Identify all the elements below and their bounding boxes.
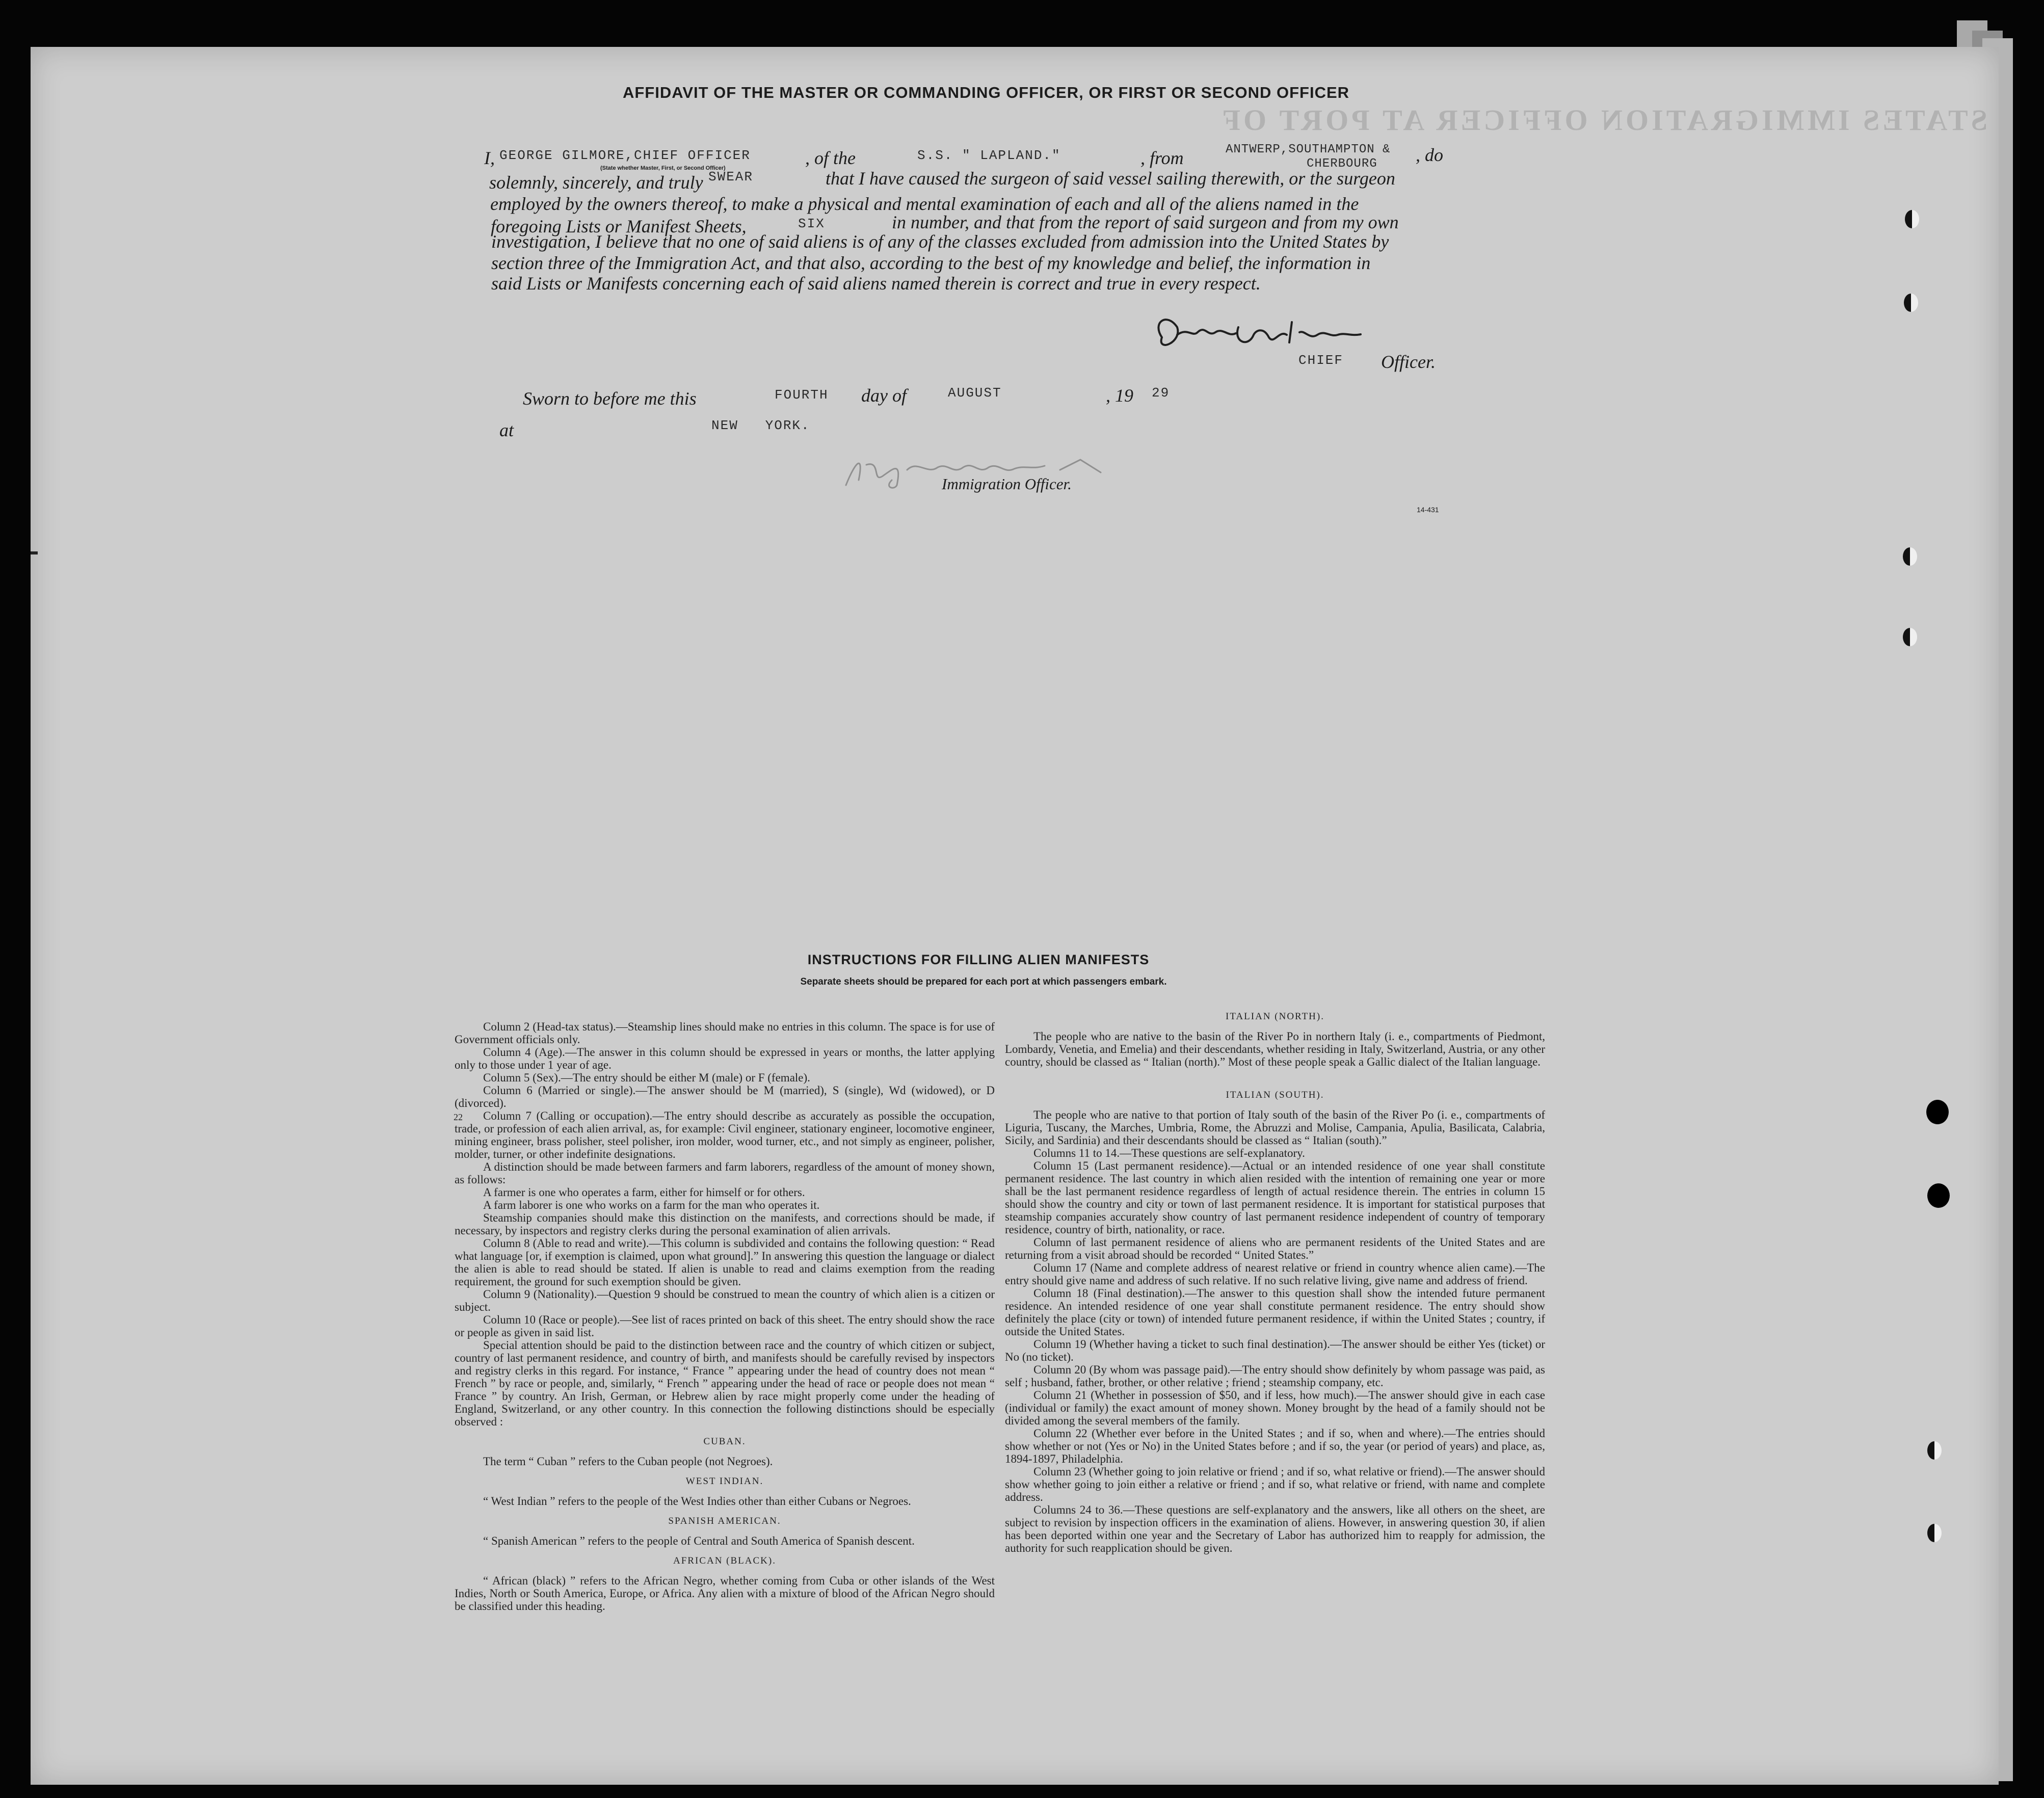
instr-left-p4: Column 6 (Married or single).—The answer should be M (married), S (single), Wd (widowed), or D (divorced). <box>455 1084 995 1109</box>
sworn-label: Sworn to before me this <box>523 388 697 409</box>
instr-left-p12: Column 10 (Race or people).—See list of races printed on back of this sheet. The entry should show the race or people as given in said list. <box>455 1313 995 1339</box>
instr-left-p1: Column 2 (Head-tax status).—Steamship lines should make no entries in this column. The space is for use of Government officials only. <box>455 1020 995 1046</box>
affidavit-line-6: section three of the Immigration Act, and that also, according to the best of my knowledge and belief, the information in <box>491 253 1371 273</box>
year-prefix: , 19 <box>1106 385 1133 406</box>
instr-right-p10: Column 23 (Whether going to join relative or friend ; and if so, what relative or friend).—The answer should show whether going to join either a relative or friend ; and if so, what relative or friend, with name and complete address. <box>1005 1465 1545 1503</box>
affidavit-line-4-end: in number, and that from the report of said surgeon and from my own <box>892 212 1399 232</box>
vessel-name: S.S. " LAPLAND." <box>917 148 1061 163</box>
instr-left-p5: Column 7 (Calling or occupation).—The entry should describe as accurately as possible the occupation, trade, or profession of each alien arrival, as, for example: Civil engineer, stationary engineer, locomotive engineer, mining engineer, brass polisher, steel polisher, iron molder, wood turner, etc., and not simply as engineer, polisher, molder, turner, or other indefinite designations. <box>455 1109 995 1160</box>
oath-word: SWEAR <box>708 169 754 184</box>
immigration-officer-label: Immigration Officer. <box>942 475 1072 493</box>
instr-right-p7: Column 20 (By whom was passage paid).—The entry should show definitely by whom passage was paid, as self ; husband, father, brother, or other relative ; friend ; steamship company, etc. <box>1005 1363 1545 1389</box>
month-value: AUGUST <box>948 385 1002 401</box>
margin-mark: 22 <box>454 1112 463 1122</box>
affidavit-line-7: said Lists or Manifests concerning each of said aliens named therein is correct and true in every respect. <box>491 273 1261 294</box>
officer-state-note: (State whether Master, First, or Second Officer) <box>600 165 726 171</box>
instr-cuban: The term “ Cuban ” refers to the Cuban people (not Negroes). <box>483 1455 773 1468</box>
officer-rank: CHIEF <box>1298 353 1344 368</box>
instr-left-p6: A distinction should be made between farmers and farm laborers, regardless of the amount of money shown, as follows: <box>455 1160 995 1186</box>
instr-right-p9: Column 22 (Whether ever before in the United States ; and if so, when and where).—The entries should show whether or not (Yes or No) in the United States before ; and if so, the year (or period of years) and place, as, 1894-1897, Philadelphia. <box>1005 1427 1545 1465</box>
affidavit-heading: AFFIDAVIT OF THE MASTER OR COMMANDING OFFICER, OR FIRST OR SECOND OFFICER <box>622 84 1350 101</box>
instructions-left-column <box>455 1020 995 1612</box>
form-number: 14-431 <box>1417 506 1439 514</box>
instr-left-p9: Steamship companies should make this distinction on the manifests, and corrections should be made, if necessary, by inspectors and registry clerks during the personal examination of alien arrivals. <box>455 1211 995 1237</box>
heading-italian-north: ITALIAN (NORTH). <box>1226 1011 1324 1022</box>
affidavit-line-4-start: foregoing Lists or Manifest Sheets, <box>491 216 747 236</box>
instr-right-p8: Column 21 (Whether in possession of $50, and if less, how much).—The answer should give in each case (individual or family) the exact amount of money shown. Money brought by the head of a family should not be divided among the several members of the family. <box>1005 1389 1545 1427</box>
instr-spanish-american: “ Spanish American ” refers to the people of Central and South America of Spanish descent. <box>483 1535 915 1547</box>
affidavit-line-2-end: that I have caused the surgeon of said vessel sailing therewith, or the surgeon <box>826 168 1395 189</box>
binder-hole-2 <box>1904 294 1918 312</box>
day-value: FOURTH <box>775 387 829 403</box>
ports-line-1: ANTWERP,SOUTHAMPTON & <box>1226 143 1391 156</box>
binder-hole-6 <box>1927 1183 1950 1208</box>
instr-left-p8: A farm laborer is one who works on a farm for the man who operates it. <box>483 1199 820 1211</box>
sheet-count: SIX <box>798 216 825 231</box>
instr-italian-south: The people who are native to that portion of Italy south of the basin of the River Po (i. e., compartments of Liguria, Tuscany, the Marches, Umbria, Rome, the Abruzzi and Molise, Campania, Apulia, Basilicata, Calabria, Sicily, and Sardinia) and their descendants should be classed as “ Italian (south).” <box>1005 1108 1545 1147</box>
heading-spanish-american: SPANISH AMERICAN. <box>668 1516 781 1526</box>
heading-italian-south: ITALIAN (SOUTH). <box>1226 1090 1324 1100</box>
affidavit-line-2-start: solemnly, sincerely, and truly <box>489 172 703 193</box>
bleed-through-text: STATES IMMIGRATION OFFICER AT PORT OF <box>1219 103 1987 137</box>
instructions-title: INSTRUCTIONS FOR FILLING ALIEN MANIFESTS <box>807 952 1150 967</box>
heading-african: AFRICAN (BLACK). <box>673 1555 776 1566</box>
instr-left-p2: Column 4 (Age).—The answer in this column should be expressed in years or months, the latter applying only to those under 1 year of age. <box>455 1046 995 1071</box>
manifest-page <box>31 47 1999 1785</box>
instr-italian-north: The people who are native to the basin of the River Po in northern Italy (i. e., compartments of Piedmont, Lombardy, Venetia, and Emelia) and their descendants, whether residing in Italy, Switzerland, Austria, or any other country, should be classed as “ Italian (north).” Most of these people speak a Gallic dialect of the Italian language. <box>1005 1030 1545 1068</box>
day-of-label: day of <box>861 385 907 406</box>
of-the-label: , of the <box>805 148 856 168</box>
margin-tick <box>31 551 38 554</box>
from-label: , from <box>1140 148 1184 168</box>
instr-african: “ African (black) ” refers to the African Negro, whether coming from Cuba or other islands of the West Indies, North or South America, Europe, or Africa. Any alien with a mixture of blood of the African Negro should be classified under this heading. <box>455 1574 995 1612</box>
place-value: NEW YORK. <box>711 418 810 433</box>
year-value: 29 <box>1152 385 1170 401</box>
binder-hole-3 <box>1903 547 1917 566</box>
ports-line-2: CHERBOURG <box>1307 157 1377 171</box>
instr-left-p3: Column 5 (Sex).—The entry should be either M (male) or F (female). <box>483 1071 810 1084</box>
instr-left-p7: A farmer is one who operates a farm, either for himself or for others. <box>483 1186 805 1199</box>
instr-right-p4: Column 17 (Name and complete address of nearest relative or friend in country whence alien came).—The entry should give name and address of such relative. If no such relative living, give name and address of friend. <box>1005 1261 1545 1287</box>
heading-west-indian: WEST INDIAN. <box>685 1476 764 1487</box>
instr-left-p10: Column 8 (Able to read and write).—This column is subdivided and contains the following question: “ Read what language [or, if exemption is claimed, upon what ground].” In answering this question the language or dialect the alien is able to read should be stated. If alien is unable to read and claims exemption from the reading requirement, the ground for such exemption should be given. <box>455 1237 995 1288</box>
do-label: , do <box>1416 145 1443 165</box>
instr-west-indian: “ West Indian ” refers to the people of the West Indies other than either Cubans or Negroes. <box>483 1495 911 1508</box>
instr-right-p6: Column 19 (Whether having a ticket to such final destination).—The answer should be either Yes (ticket) or No (no ticket). <box>1005 1338 1545 1363</box>
binder-hole-5 <box>1926 1100 1949 1124</box>
instr-right-p11: Columns 24 to 36.—These questions are self-explanatory and the answers, like all others on the sheet, are subject to revision by inspection officers in the examination of aliens. However, in answering question 30, if alien has been deported within one year and the Secretary of Labor has authorized him to reapply for admission, the authority for such reapplication should be given. <box>1005 1503 1545 1554</box>
officer-label: Officer. <box>1381 352 1436 372</box>
binder-hole-7 <box>1927 1441 1942 1460</box>
binder-hole-8 <box>1927 1524 1942 1542</box>
instr-left-p13: Special attention should be paid to the distinction between race and the country of which citizen or subject, country of last permanent residence, and country of birth, and manifests should be carefully revised by inspectors and registry clerks in this regard. For instance, “ France ” appearing under the head of country does not mean “ French ” by race or people, and, similarly, “ French ” appearing under the head of race or people does not mean “ France ” by country. An Irish, German, or Hebrew alien by race might properly come under the heading of England, Switzerland, or any other country. In this connection the following distinctions should be especially observed : <box>455 1339 995 1428</box>
affidavit-line-5: investigation, I believe that no one of said aliens is of any of the classes excluded from admission into the United States by <box>491 231 1389 252</box>
instr-right-p2: Column 15 (Last permanent residence).—Actual or an intended residence of one year shall constitute permanent residence. The last country in which alien resided with the intention of remaining one year or more shall be the last permanent residence regardless of length of actual residence therein. The entries in column 15 should show the country and city or town of last permanent residence. It is important for statistical purposes that steamship companies accurately show country of last permanent residence independent of country of temporary residence, country of birth, nationality, or race. <box>1005 1159 1545 1236</box>
i-prefix: I, <box>484 148 495 168</box>
instructions-right-column <box>1005 1010 1545 1554</box>
at-label: at <box>499 420 514 440</box>
instr-left-p11: Column 9 (Nationality).—Question 9 should be construed to mean the country of which alien is a citizen or subject. <box>455 1288 995 1313</box>
affidavit-line-3: employed by the owners thereof, to make a physical and mental examination of each and all of the aliens named in the <box>490 194 1359 214</box>
instructions-subtitle: Separate sheets should be prepared for each port at which passengers embark. <box>800 976 1167 987</box>
instr-right-p3: Column of last permanent residence of aliens who are permanent residents of the United States and are returning from a visit abroad should be recorded “ United States.” <box>1005 1236 1545 1261</box>
heading-cuban: CUBAN. <box>703 1436 746 1447</box>
instr-right-p1: Columns 11 to 14.—These questions are self-explanatory. <box>1033 1147 1305 1159</box>
binder-hole-4 <box>1903 628 1917 646</box>
binder-hole-1 <box>1905 210 1919 228</box>
instr-right-p5: Column 18 (Final destination).—The answer to this question shall show the intended future permanent residence. An intended residence of one year shall constitute permanent residence. The entry should show definitely the place (city or town) of intended future permanent residence, if within the United States ; country, if outside the United States. <box>1005 1287 1545 1338</box>
officer-name: GEORGE GILMORE,CHIEF OFFICER <box>499 148 751 163</box>
